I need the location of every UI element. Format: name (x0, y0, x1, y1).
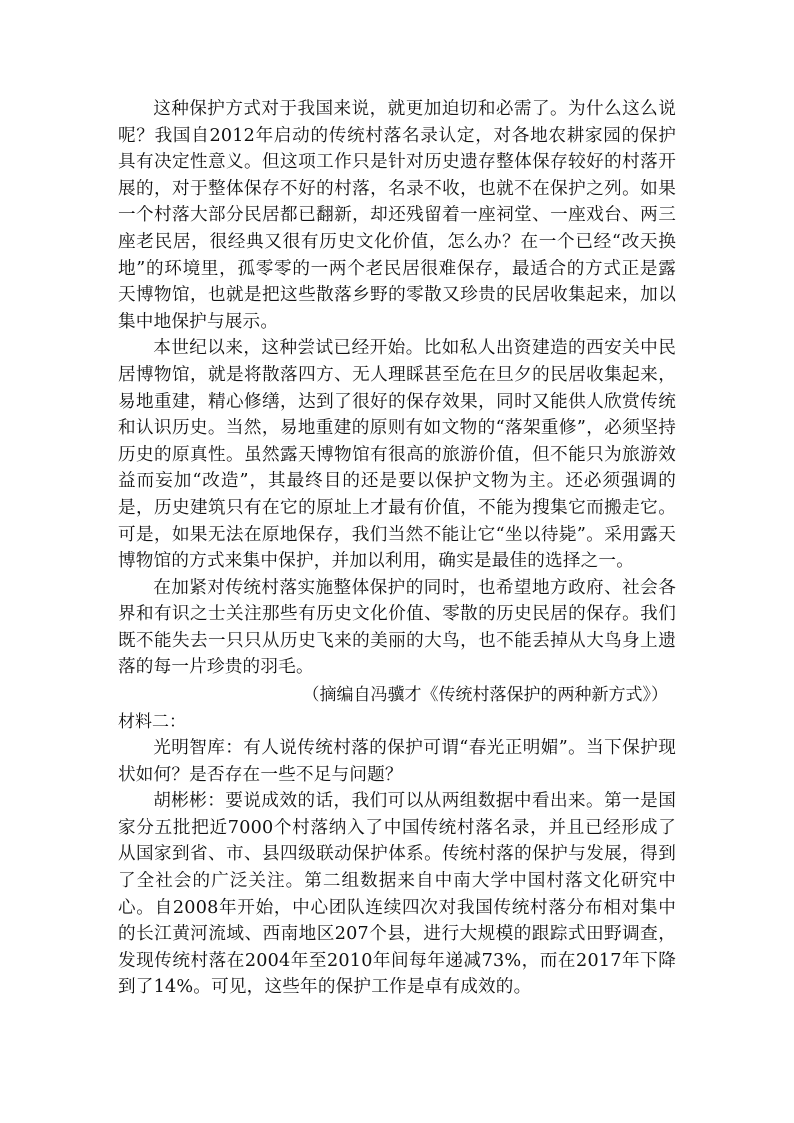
paragraph: 本世纪以来，这种尝试已经开始。比如私人出资建造的西安关中民居博物馆，就是将散落四方、无人理睬甚至危在旦夕的民居收集起来，易地重建，精心修缮，达到了很好的保存效果，同时又能供人欣赏传统和认识历史。当然，易地重建的原则有如文物的“落架重修”，必须坚持历史的原真性。虽然露天博物馆有很高的旅游价值，但不能只为旅游效益而妄加“改造”，其最终目的还是要以保护文物为主。还必须强调的是，历史建筑只有在它的原址上才最有价值，不能为搜集它而搬走它。可是，如果无法在原地保存，我们当然不能让它“坐以待毙”。采用露天博物馆的方式来集中保护，并加以利用，确实是最佳的选择之一。 (118, 338, 676, 572)
paragraph: 这种保护方式对于我国来说，就更加迫切和必需了。为什么这么说呢？我国自2012年启动的传统村落名录认定，对各地农耕家园的保护具有决定性意义。但这项工作只是针对历史遗存整体保存较好的村落开展的，对于整体保存不好的村落，名录不收，也就不在保护之列。如果一个村落大部分民居都已翻新，却还残留着一座祠堂、一座戏台、两三座老民居，很经典又很有历史文化价值，怎么办？在一个已经“改天换地”的环境里，孤零零的一两个老民居很难保存，最适合的方式正是露天博物馆，也就是把这些散落乡野的零散又珍贵的民居收集起来，加以集中地保护与展示。 (118, 99, 676, 332)
section-label: 材料二： (118, 712, 186, 733)
paragraph: 在加紧对传统村落实施整体保护的同时，也希望地方政府、社会各界和有识之士关注那些有历史文化价值、零散的历史民居的保存。我们既不能失去一只只从历史飞来的美丽的大鸟，也不能丢掉从大鸟身上遗落的每一片珍贵的羽毛。 (118, 577, 676, 678)
paragraph: 胡彬彬：要说成效的话，我们可以从两组数据中看出来。第一是国家分五批把近7000个村落纳入了中国传统村落名录，并且已经形成了从国家到省、市、县四级联动保护体系。传统村落的保护与发展，得到了全社会的广泛关注。第二组数据来自中南大学中国村落文化研究中心。自2008年开始，中心团队连续四次对我国传统村落分布相对集中的长江黄河流域、西南地区207个县，进行大规模的跟踪式田野调查，发现传统村落在2004年至2010年间每年递减73%，而在2017年下降到了14%。可见，这些年的保护工作是卓有成效的。 (118, 791, 676, 998)
paragraph: 光明智库：有人说传统村落的保护可谓“春光正明媚”。当下保护现状如何？是否存在一些不足与问题？ (118, 738, 676, 785)
source-citation: （摘编自冯骥才《传统村落保护的两种新方式》） (302, 685, 668, 706)
